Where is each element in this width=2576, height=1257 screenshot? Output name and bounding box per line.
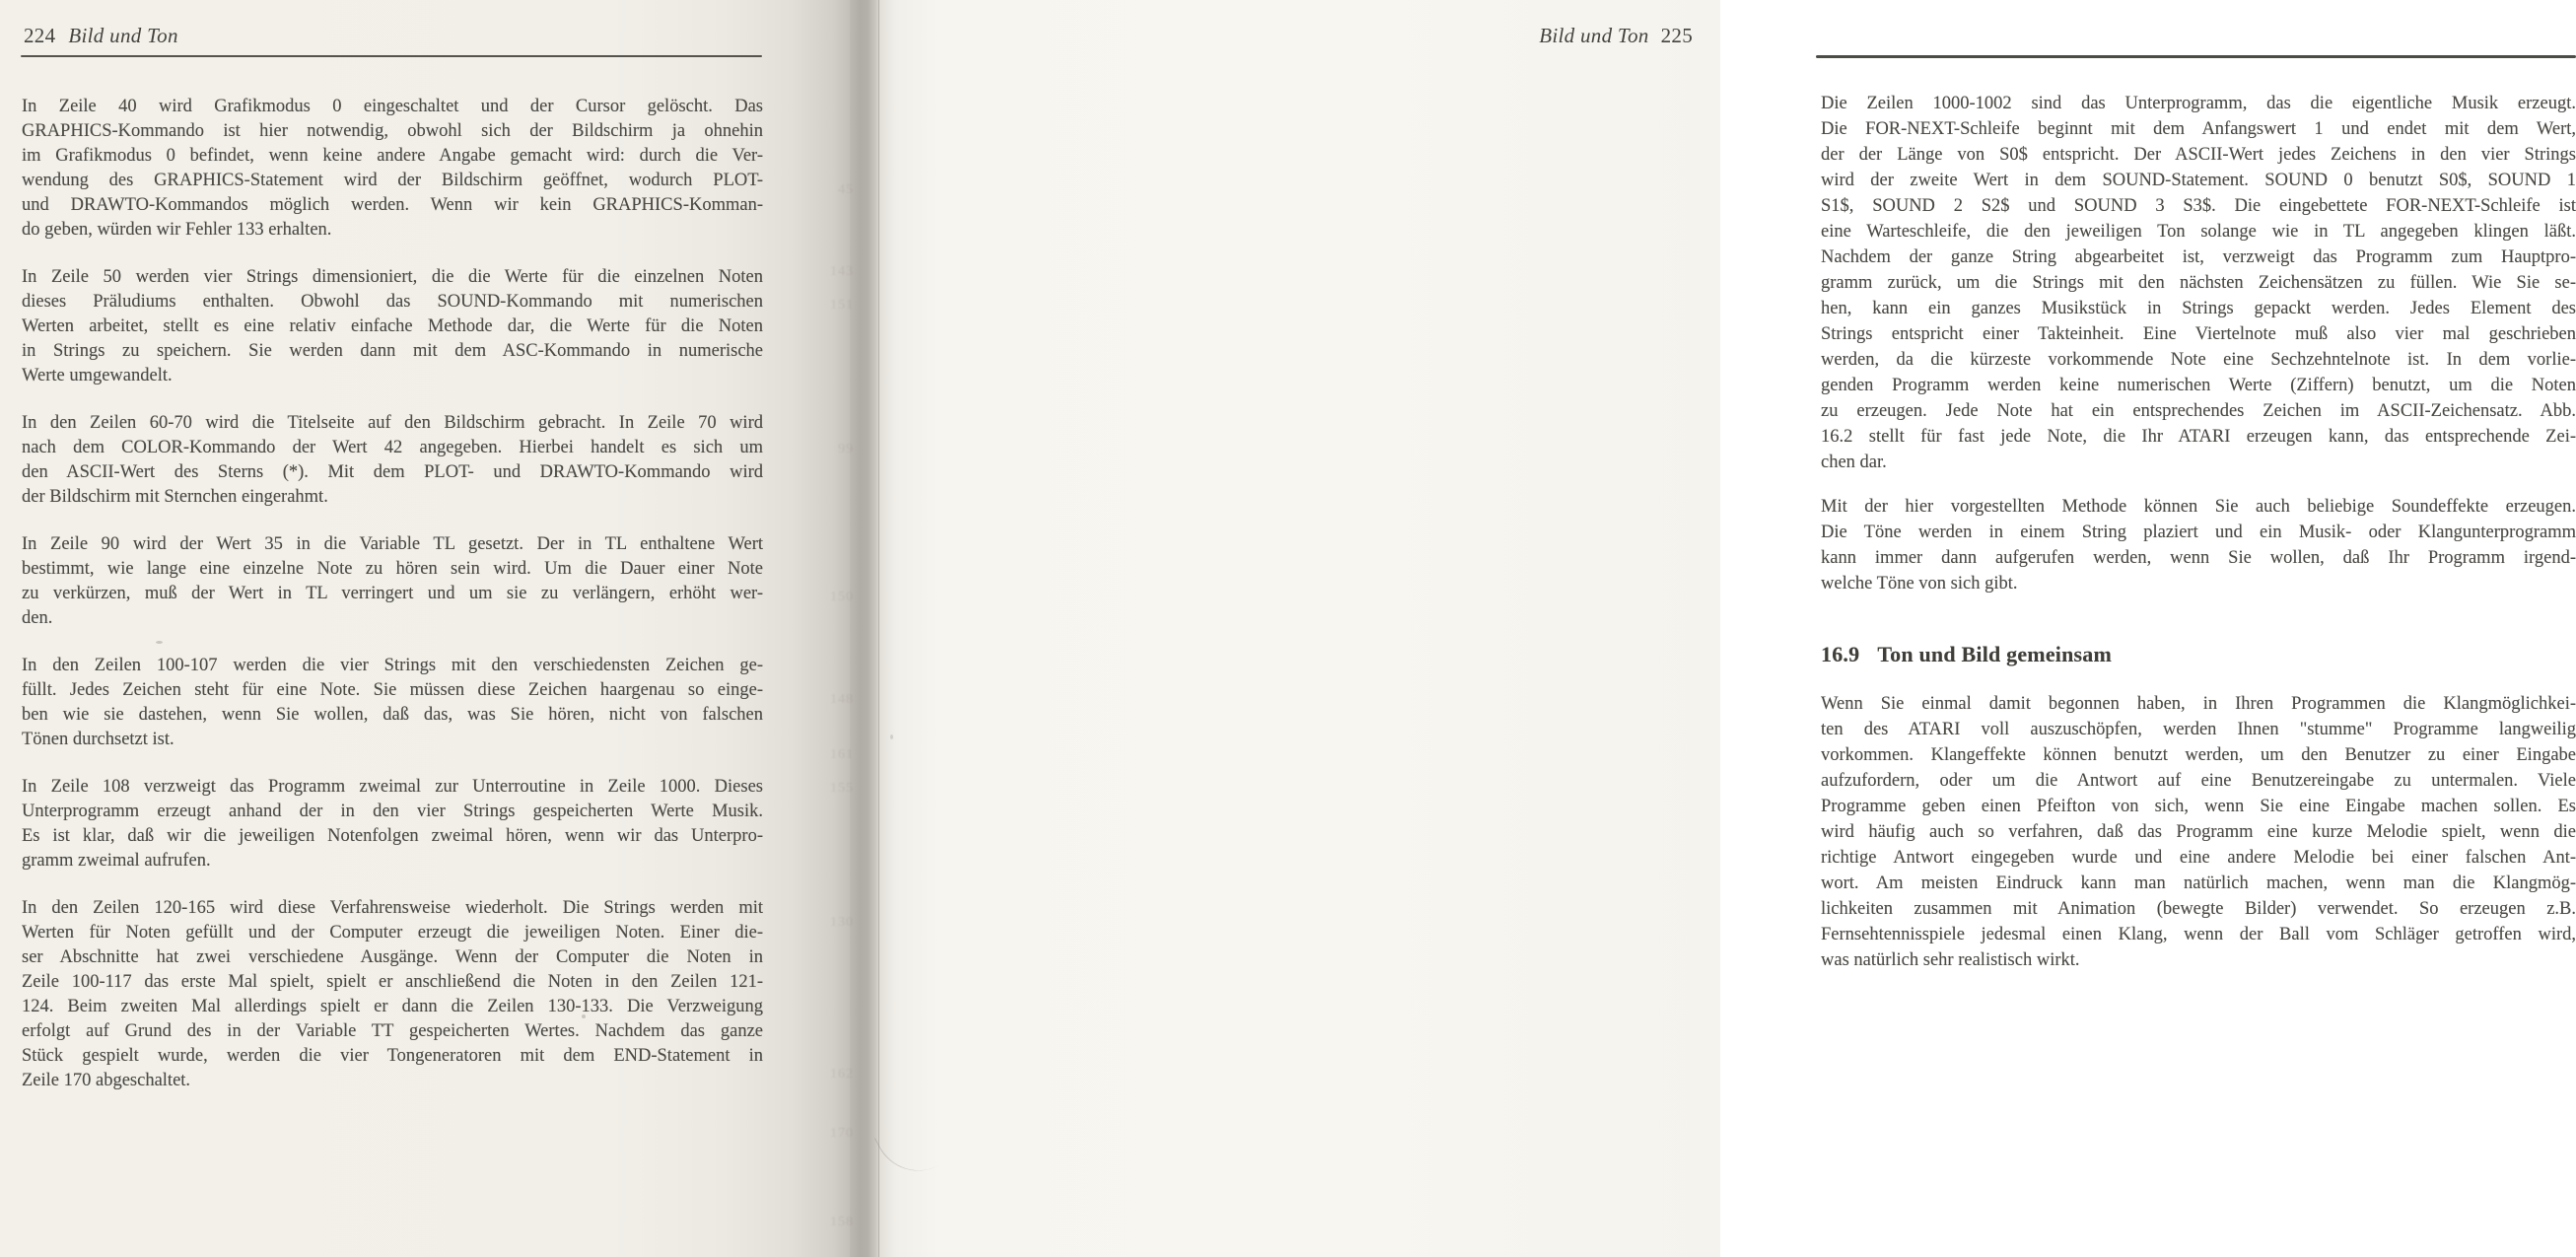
text-line: Unterprogramm erzeugt anhand der in den vier Strings gespeicherten Werte Musik. — [22, 802, 763, 821]
scan-speck — [156, 641, 163, 644]
ghost-digit: 143 — [830, 264, 854, 279]
left-page-body — [22, 95, 763, 1116]
left-header-rule — [21, 55, 762, 57]
text-line: den. — [22, 608, 53, 628]
text-line: 16.2 stellt für fast jede Note, die Ihr ATARI erzeugen kann, das entsprechende Zei- — [1821, 427, 2576, 447]
text-line: Strings entspricht einer Takteinheit. Eine Viertelnote muß also vier mal geschrieben — [1821, 324, 2576, 344]
text-line: ben wie sie dastehen, wenn Sie wollen, daß das, was Sie hören, nicht von falschen — [22, 705, 763, 725]
text-line: Die FOR-NEXT-Schleife beginnt mit dem Anfangswert 1 und endet mit dem Wert, — [1821, 119, 2576, 139]
text-line: Werte umgewandelt. — [22, 366, 173, 385]
paragraph — [1821, 91, 2576, 475]
right-running-title: Bild und Ton — [1539, 24, 1649, 47]
text-line: In den Zeilen 60-70 wird die Titelseite auf den Bildschirm gebracht. In Zeile 70 wird — [22, 413, 763, 433]
left-page-number: 224 — [24, 24, 56, 47]
right-header-rule — [1816, 55, 2576, 58]
text-line: vorkommen. Klangeffekte können benutzt werden, um den Benutzer zu einer Eingabe — [1821, 745, 2576, 765]
paragraph — [22, 411, 763, 510]
text-line: füllt. Jedes Zeichen steht für eine Note. Sie müssen diese Zeichen haargenau so einge- — [22, 680, 763, 700]
paragraph — [22, 532, 763, 631]
text-line: ser Abschnitte hat zwei verschiedene Ausgänge. Wenn der Computer die Noten in — [22, 947, 763, 967]
text-line: werden, da die kürzeste vorkommende Note eine Sechzehntelnote ist. In dem vorlie- — [1821, 350, 2576, 370]
right-running-head — [1539, 24, 1693, 48]
text-line: chen dar. — [1821, 453, 1887, 472]
section-number: 16.9 — [1821, 642, 1860, 666]
text-line: Fernsehtennisspiele jedesmal einen Klang, wenn der Ball vom Schläger getroffen wird, — [1821, 925, 2576, 944]
left-running-title: Bild und Ton — [68, 24, 178, 47]
text-line: In den Zeilen 100-107 werden die vier Strings mit den verschiedensten Zeichen ge- — [22, 656, 763, 675]
text-line: zu verkürzen, muß der Wert in TL verringert und um sie zu verlängern, erhöht wer- — [22, 584, 763, 603]
scan-speck — [582, 1014, 586, 1018]
text-line: Werten arbeitet, stellt es eine relativ einfache Methode dar, die Werte für die Noten — [22, 316, 763, 336]
text-line: welche Töne von sich gibt. — [1821, 574, 2018, 594]
paragraph — [1821, 691, 2576, 973]
paragraph — [22, 265, 763, 388]
scan-speck — [890, 734, 893, 739]
section-title: Ton und Bild gemeinsam — [1877, 642, 2113, 666]
right-page-body — [1821, 91, 2576, 992]
text-line: In den Zeilen 120-165 wird diese Verfahrensweise wiederholt. Die Strings werden mit — [22, 898, 763, 918]
text-line: bestimmt, wie lange eine einzelne Note zu hören sein wird. Um die Dauer einer Note — [22, 559, 763, 579]
text-line: In Zeile 108 verzweigt das Programm zweimal zur Unterroutine in Zeile 1000. Dieses — [22, 777, 763, 797]
text-line: der Bildschirm mit Sternchen eingerahmt. — [22, 487, 328, 507]
text-line: in Strings zu speichern. Sie werden dann mit dem ASC-Kommando in numerische — [22, 341, 763, 361]
text-line: wendung des GRAPHICS-Statement wird der Bildschirm geöffnet, wodurch PLOT- — [22, 171, 763, 190]
left-page — [0, 0, 850, 1257]
page-gutter-shadow — [850, 0, 879, 1257]
text-line: GRAPHICS-Kommando ist hier notwendig, obwohl sich der Bildschirm ja ohnehin — [22, 121, 763, 141]
paragraph — [1821, 494, 2576, 596]
text-line: gramm zweimal aufrufen. — [22, 851, 211, 871]
text-line: wort. Am meisten Eindruck kann man natürlich machen, wenn man die Klangmög- — [1821, 873, 2576, 893]
text-line: Zeile 100-117 das erste Mal spielt, spielt er anschließend die Noten in den Zeilen 121- — [22, 972, 763, 992]
text-line: zu erzeugen. Jede Note hat ein entsprechendes Zeichen im ASCII-Zeichensatz. Abb. — [1821, 401, 2576, 421]
ghost-digit: 150 — [830, 590, 854, 604]
text-line: wird der zweite Wert in dem SOUND-Statement. SOUND 0 benutzt S0$, SOUND 1 — [1821, 171, 2576, 190]
right-page — [879, 0, 2576, 1257]
text-line: der der Länge von S0$ entspricht. Der ASCII-Wert jedes Zeichens in den vier Strings — [1821, 145, 2576, 165]
text-line: was natürlich sehr realistisch wirkt. — [1821, 950, 2080, 970]
paragraph — [22, 654, 763, 752]
left-running-head — [24, 24, 178, 48]
text-line: Nachdem der ganze String abgearbeitet ist, verzweigt das Programm zum Hauptpro- — [1821, 247, 2576, 267]
ghost-digit: 45 — [838, 182, 854, 197]
text-line: Mit der hier vorgestellten Methode können Sie auch beliebige Soundeffekte erzeugen. — [1821, 497, 2576, 517]
paragraph — [22, 896, 763, 1093]
text-line: nach dem COLOR-Kommando der Wert 42 angegeben. Hierbei handelt es sich um — [22, 438, 763, 457]
ghost-digit: 148 — [830, 692, 854, 707]
text-line: ten des ATARI voll auszuschöpfen, werden Ihnen "stumme" Programme langweilig — [1821, 720, 2576, 739]
text-line: In Zeile 90 wird der Wert 35 in die Variable TL gesetzt. Der in TL enthaltene Wert — [22, 534, 763, 554]
text-line: aufzufordern, oder um die Antwort auf eine Benutzereingabe zu untermalen. Viele — [1821, 771, 2576, 791]
text-line: gramm zurück, um die Strings mit den nächsten Zeichensätzen zu füllen. Wie Sie se- — [1821, 273, 2576, 293]
text-line: Zeile 170 abgeschaltet. — [22, 1071, 191, 1090]
text-line: In Zeile 50 werden vier Strings dimensioniert, die die Werte für die einzelnen Noten — [22, 267, 763, 287]
text-line: kann immer dann aufgerufen werden, wenn Sie wollen, daß Ihr Programm irgend- — [1821, 548, 2576, 568]
text-line: S1$, SOUND 2 S2$ und SOUND 3 S3$. Die eingebettete FOR-NEXT-Schleife ist — [1821, 196, 2576, 216]
ghost-digit: 99 — [838, 442, 854, 456]
paragraph — [22, 95, 763, 243]
text-line: Programme geben einen Pfeifton von sich, wenn Sie eine Eingabe machen sollen. Es — [1821, 797, 2576, 816]
text-line: genden Programm werden keine numerischen Werte (Ziffern) benutzt, um die Noten — [1821, 376, 2576, 395]
ghost-digit: 155 — [830, 781, 854, 796]
text-line: dieses Präludiums enthalten. Obwohl das SOUND-Kommando mit numerischen — [22, 292, 763, 312]
text-line: lichkeiten zusammen mit Animation (bewegte Bilder) verwendet. So erzeugen z.B. — [1821, 899, 2576, 919]
text-line: do geben, würden wir Fehler 133 erhalten. — [22, 220, 332, 240]
ghost-digit: 162 — [830, 1067, 854, 1082]
ghost-digit: 161 — [830, 747, 854, 762]
text-line: hen, kann ein ganzes Musikstück in Strings gepackt werden. Jedes Element des — [1821, 299, 2576, 318]
ghost-digit: 151 — [830, 298, 854, 313]
ghost-digit: 130 — [830, 915, 854, 930]
text-line: Wenn Sie einmal damit begonnen haben, in Ihren Programmen die Klangmöglichkei- — [1821, 694, 2576, 714]
text-line: In Zeile 40 wird Grafikmodus 0 eingeschaltet und der Cursor gelöscht. Das — [22, 97, 763, 116]
paragraph — [22, 775, 763, 873]
right-page-number: 225 — [1660, 24, 1693, 47]
text-line: im Grafikmodus 0 befindet, wenn keine andere Angabe gemacht wird: durch die Ver- — [22, 146, 763, 166]
text-line: den ASCII-Wert des Sterns (*). Mit dem PLOT- und DRAWTO-Kommando wird — [22, 462, 763, 482]
text-line: und DRAWTO-Kommandos möglich werden. Wenn wir kein GRAPHICS-Komman- — [22, 195, 763, 215]
ghost-digit: 170 — [830, 1126, 854, 1141]
text-line: Die Zeilen 1000-1002 sind das Unterprogramm, das die eigentliche Musik erzeugt. — [1821, 94, 2576, 113]
text-line: wird häufig auch so verfahren, daß das Programm eine kurze Melodie spielt, wenn die — [1821, 822, 2576, 842]
text-line: eine Warteschleife, die den jeweiligen Ton solange wie in TL angegeben klingen läßt. — [1821, 222, 2576, 242]
text-line: erfolgt auf Grund des in der Variable TT gespeicherten Wertes. Nachdem das ganze — [22, 1021, 763, 1041]
section-heading — [1821, 642, 2576, 667]
text-line: 124. Beim zweiten Mal allerdings spielt er dann die Zeilen 130-133. Die Verzweigung — [22, 997, 763, 1016]
text-line: Die Töne werden in einem String plaziert und ein Musik- oder Klangunterprogramm — [1821, 523, 2576, 542]
ghost-digit: 158 — [830, 1215, 854, 1229]
text-line: richtige Antwort eingegeben wurde und eine andere Melodie bei einer falschen Ant- — [1821, 848, 2576, 868]
text-line: Es ist klar, daß wir die jeweiligen Notenfolgen zweimal hören, wenn wir das Unterpro- — [22, 826, 763, 846]
text-line: Werten für Noten gefüllt und der Computer erzeugt die jeweiligen Noten. Einer die- — [22, 923, 763, 943]
text-line: Stück gespielt wurde, werden die vier Tongeneratoren mit dem END-Statement in — [22, 1046, 763, 1066]
text-line: Tönen durchsetzt ist. — [22, 730, 174, 749]
